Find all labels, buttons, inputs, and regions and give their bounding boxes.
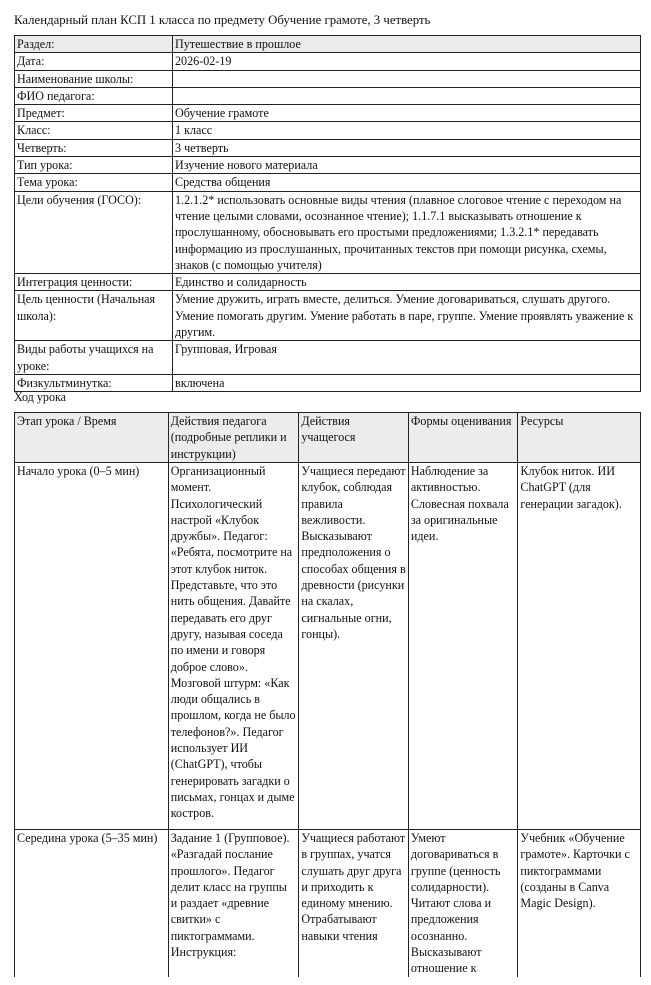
student-actions-cell: Учащиеся работают в группах, учатся слушать друг друга и приходить к единому мнению. Отрабатывают навыки чтения: [299, 830, 409, 977]
info-label: Виды работы учащихся на уроке:: [15, 341, 173, 375]
info-row: [15, 157, 641, 174]
info-label: Интеграция ценности:: [15, 274, 173, 291]
info-value: Обучение грамоте: [173, 105, 641, 122]
info-row: [15, 191, 641, 273]
info-row: [15, 36, 641, 53]
resources-cell: Клубок ниток. ИИ ChatGPT (для генерации загадок).: [518, 463, 641, 830]
info-row: [15, 122, 641, 139]
info-row: [15, 70, 641, 87]
assessment-cell: Наблюдение за активностью. Словесная похвала за оригинальные идеи.: [408, 463, 518, 830]
resources-cell: Учебник «Обучение грамоте». Карточки с пиктограммами (созданы в Canva Magic Design).: [518, 830, 641, 977]
info-value: 2026-02-19: [173, 53, 641, 70]
info-label: Физкультминутка:: [15, 374, 173, 391]
lesson-row-middle: [15, 830, 641, 977]
lesson-header-row: [15, 413, 641, 463]
info-value: 1 класс: [173, 122, 641, 139]
info-row: [15, 341, 641, 375]
info-row: [15, 105, 641, 122]
student-actions-cell: Учащиеся передают клубок, соблюдая правила вежливости. Высказывают предположения о способах общения в древности (рисунки на скалах, сигнальные огни, гонцы).: [299, 463, 409, 830]
header-resources: Ресурсы: [518, 413, 641, 463]
info-row: [15, 53, 641, 70]
info-value: [173, 87, 641, 104]
teacher-actions-cell: Задание 1 (Групповое). «Разгадай послание прошлого». Педагог делит класс на группы и раздает «древние свитки» с пиктограммами. Инструкция:: [168, 830, 299, 977]
stage-cell: Начало урока (0–5 мин): [15, 463, 169, 830]
info-value: Единство и солидарность: [173, 274, 641, 291]
header-student-actions: Действия учащегося: [299, 413, 409, 463]
lesson-info-table: [14, 35, 641, 392]
info-label: Раздел:: [15, 36, 173, 53]
info-row: [15, 374, 641, 391]
teacher-actions-cell: Организационный момент. Психологический настрой «Клубок дружбы». Педагог: «Ребята, посмотрите на этот клубок ниток. Представьте, что это нить общения. Давайте передавать его друг другу, называя соседа по имени и говоря доброе слово». Мозговой штурм: «Как люди общались в прошлом, когда не было телефонов?». Педагог использует ИИ (ChatGPT), чтобы генерировать загадки о письмах, гонцах и дыме костров.: [168, 463, 299, 830]
info-value: Путешествие в прошлое: [173, 36, 641, 53]
info-label: Предмет:: [15, 105, 173, 122]
info-label: Цели обучения (ГОСО):: [15, 191, 173, 273]
header-assessment: Формы оценивания: [408, 413, 518, 463]
info-value: Изучение нового материала: [173, 157, 641, 174]
header-teacher-actions: Действия педагога (подробные реплики и инструкции): [168, 413, 299, 463]
info-label: Четверть:: [15, 139, 173, 156]
info-label: Тема урока:: [15, 174, 173, 191]
info-value: 1.2.1.2* использовать основные виды чтения (плавное слоговое чтение с переходом на чтение целыми словами, осознанное чтение); 1.1.7.1 высказывать отношение к прослушанному, обосновывать его простыми предложениями; 1.3.2.1* передавать информацию из прослушанных, прочитанных текстов при помощи рисунка, схемы, знаков (с помощью учителя): [173, 191, 641, 273]
stage-cell: Середина урока (5–35 мин): [15, 830, 169, 977]
info-value: [173, 70, 641, 87]
info-value: Групповая, Игровая: [173, 341, 641, 375]
info-value: включена: [173, 374, 641, 391]
info-label: Наименование школы:: [15, 70, 173, 87]
info-value: Средства общения: [173, 174, 641, 191]
info-value: Умение дружить, играть вместе, делиться. Умение договариваться, слушать другого. Умение помогать другим. Умение работать в паре, группе. Умение проявлять уважение к другим.: [173, 291, 641, 341]
info-row: [15, 291, 641, 341]
info-value: 3 четверть: [173, 139, 641, 156]
info-row: [15, 174, 641, 191]
header-stage: Этап урока / Время: [15, 413, 169, 463]
info-label: Класс:: [15, 122, 173, 139]
info-label: ФИО педагога:: [15, 87, 173, 104]
lesson-plan-table: [14, 412, 641, 977]
assessment-cell: Умеют договариваться в группе (ценность солидарности). Читают слова и предложения осознанно. Высказывают отношение к: [408, 830, 518, 977]
info-row: [15, 87, 641, 104]
page-title: Календарный план КСП 1 класса по предмету Обучение грамоте, 3 четверть: [14, 13, 431, 27]
info-row: [15, 274, 641, 291]
info-label: Цель ценности (Начальная школа):: [15, 291, 173, 341]
info-row: [15, 139, 641, 156]
info-label: Тип урока:: [15, 157, 173, 174]
lesson-row-start: [15, 463, 641, 830]
section-title: Ход урока: [14, 390, 67, 404]
info-label: Дата:: [15, 53, 173, 70]
